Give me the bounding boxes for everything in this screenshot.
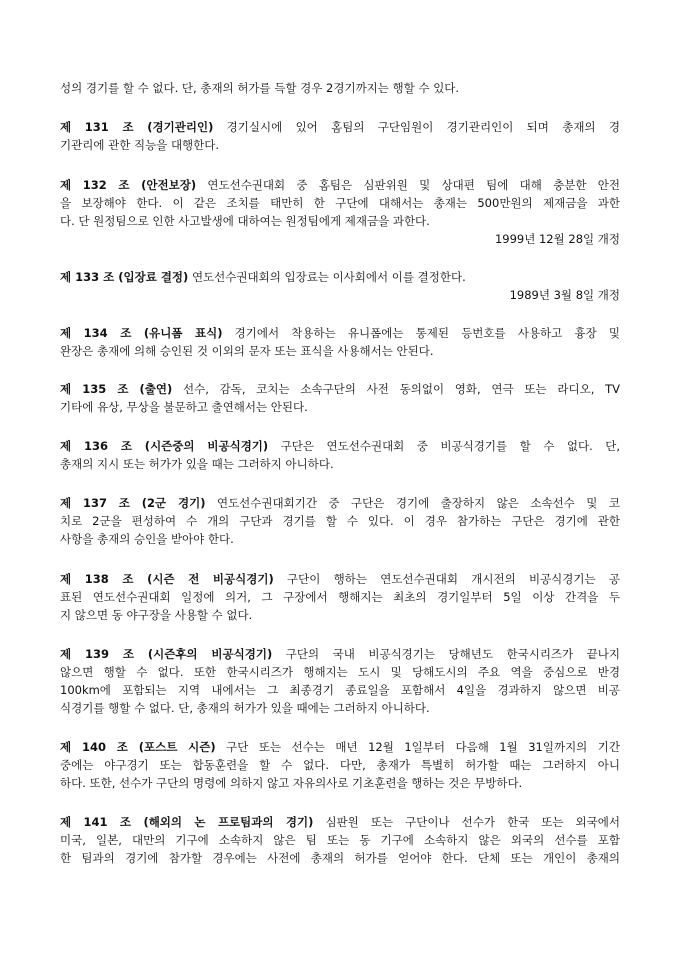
- article-133-line: [60, 268, 620, 286]
- text-line: [60, 342, 620, 360]
- article-heading: 제 134 조 (유니폼 표식): [60, 326, 223, 340]
- revision-date: 1999년 12월 28일 개정: [494, 232, 620, 246]
- article-139-line: [60, 645, 620, 663]
- article-134-line: [60, 324, 620, 342]
- text-line: [60, 831, 620, 849]
- text-line: [60, 756, 620, 774]
- article-body: 사항을 총재의 승인을 받아야 한다.: [60, 532, 234, 546]
- article-body: 성의 경기를 할 수 없다. 단, 총재의 허가를 득할 경우 2경기까지는 행할 수 있다.: [60, 81, 460, 95]
- article-body: 미국, 일본, 대만의 기구에 소속하지 않은 팀 또는 동 기구에 소속하지 않은 외국의 선수를 포함: [60, 833, 620, 847]
- revision-date: 1989년 3월 8일 개정: [509, 288, 620, 302]
- article-138-line: [60, 570, 620, 588]
- revision-note: [60, 286, 620, 304]
- text-line: [60, 194, 620, 212]
- text-line: [60, 606, 620, 624]
- article-132-line: [60, 176, 620, 194]
- article-body: 중에는 야구경기 또는 합동훈련을 할 수 없다. 다만, 총재가 특별히 허가할 때는 그러하지 아니: [60, 758, 620, 772]
- article-body: 총재의 지시 또는 허가가 있을 때는 그러하지 아니하다.: [60, 457, 334, 471]
- article-heading: 제 136 조 (시즌중의 비공식경기): [60, 439, 269, 453]
- article-body: 연도선수권대회의 입장료는 이사회에서 이를 결정한다.: [188, 270, 466, 284]
- article-131-line: [60, 118, 620, 136]
- article-body: 을 보장해야 한다. 이 같은 조치를 태만히 한 구단에 대해서는 총재는 500만원의 제재금을 과한: [60, 196, 620, 210]
- article-body: 하다. 또한, 선수가 구단의 명령에 의하지 않고 자유의사로 기초훈련을 행하는 것은 무방하다.: [60, 776, 523, 790]
- text-line: [60, 663, 620, 681]
- article-body: 기타에 유상, 무상을 불문하고 출연해서는 안된다.: [60, 400, 308, 414]
- article-heading: 제 140 조 (포스트 시즌): [60, 740, 216, 754]
- text-line: [60, 136, 620, 154]
- article-heading: 제 141 조 (해외의 논 프로팀과의 경기): [60, 815, 314, 829]
- text-line: [60, 588, 620, 606]
- article-heading: 제 138 조 (시즌 전 비공식경기): [60, 572, 274, 586]
- article-136-line: [60, 437, 620, 455]
- text-line: [60, 699, 620, 717]
- revision-note: [60, 230, 620, 248]
- article-body: 한 팀과의 경기에 참가할 경우에는 사전에 총재의 허가를 얻어야 한다. 단체 또는 개인이 총재의: [60, 851, 620, 865]
- article-body: 기관리에 관한 직능을 대행한다.: [60, 138, 220, 152]
- article-heading: 제 139 조 (시즌후의 비공식경기): [60, 647, 273, 661]
- article-body: 구단이 행하는 연도선수권대회 개시전의 비공식경기는 공: [273, 572, 621, 586]
- article-135-line: [60, 380, 620, 398]
- article-body: 100km에 포함되는 지역 내에서는 그 최종경기 종료일을 포함해서 4일을 경과하지 않으면 비공: [60, 683, 620, 697]
- text-line: [60, 774, 620, 792]
- article-body: 구단의 국내 비공식경기는 당해년도 한국시리즈가 끝나지: [272, 647, 620, 661]
- text-line: [60, 512, 620, 530]
- article-body: 심판원 또는 구단이나 선수가 한국 또는 외국에서: [313, 815, 620, 829]
- article-heading: 제 137 조 (2군 경기): [60, 496, 206, 510]
- text-line: [60, 530, 620, 548]
- article-heading: 제 131 조 (경기관리인): [60, 120, 214, 134]
- article-body: 구단 또는 선수는 매년 12월 1일부터 다음해 1월 31일까지의 기간: [215, 740, 620, 754]
- text-line: [60, 79, 620, 97]
- text-line: [60, 455, 620, 473]
- article-140-line: [60, 738, 620, 756]
- article-body: 선수, 감독, 코치는 소속구단의 사전 동의없이 영화, 연극 또는 라디오, TV: [172, 382, 620, 396]
- article-body: 경기실시에 있어 홈팀의 구단임원이 경기관리인이 되며 총재의 경: [213, 120, 620, 134]
- article-body: 치로 2군을 편성하여 수 개의 구단과 경기를 할 수 있다. 이 경우 참가하는 구단은 경기에 관한: [60, 514, 620, 528]
- article-body: 연도선수권대회기간 중 구단은 경기에 출장하지 않은 소속선수 및 코: [205, 496, 620, 510]
- article-body: 다. 단 원정팀으로 인한 사고발생에 대하여는 원정팀에게 제재금을 과한다.: [60, 214, 430, 228]
- text-line: [60, 849, 620, 867]
- article-body: 지 않으면 동 야구장을 사용할 수 없다.: [60, 608, 253, 622]
- text-line: [60, 681, 620, 699]
- article-heading: 제 135 조 (출연): [60, 382, 173, 396]
- text-line: [60, 212, 620, 230]
- article-heading: 제 133 조 (입장료 결정): [60, 270, 189, 284]
- article-body: 표된 연도선수권대회 일정에 의거, 그 구장에서 행해지는 최초의 경기일부터 5일 이상 간격을 두: [60, 590, 620, 604]
- article-137-line: [60, 494, 620, 512]
- article-body: 연도선수권대회 중 홈팀은 심판위원 및 상대편 팀에 대해 충분한 안전: [196, 178, 620, 192]
- article-body: 식경기를 행할 수 없다. 단, 총재의 허가가 있을 때에는 그러하지 아니하다.: [60, 701, 430, 715]
- article-body: 경기에서 착용하는 유니폼에는 통제된 등번호를 사용하고 흉장 및: [222, 326, 620, 340]
- article-heading: 제 132 조 (안전보장): [60, 178, 197, 192]
- article-body: 않으면 행할 수 없다. 또한 한국시리즈가 행해지는 도시 및 당해도시의 주요 역을 중심으로 반경: [60, 665, 620, 679]
- text-line: [60, 398, 620, 416]
- article-body: 구단은 연도선수권대회 중 비공식경기를 할 수 없다. 단,: [268, 439, 620, 453]
- article-141-line: [60, 813, 620, 831]
- article-body: 완장은 총재에 의해 승인된 것 이외의 문자 또는 표식을 사용해서는 안된다.: [60, 344, 434, 358]
